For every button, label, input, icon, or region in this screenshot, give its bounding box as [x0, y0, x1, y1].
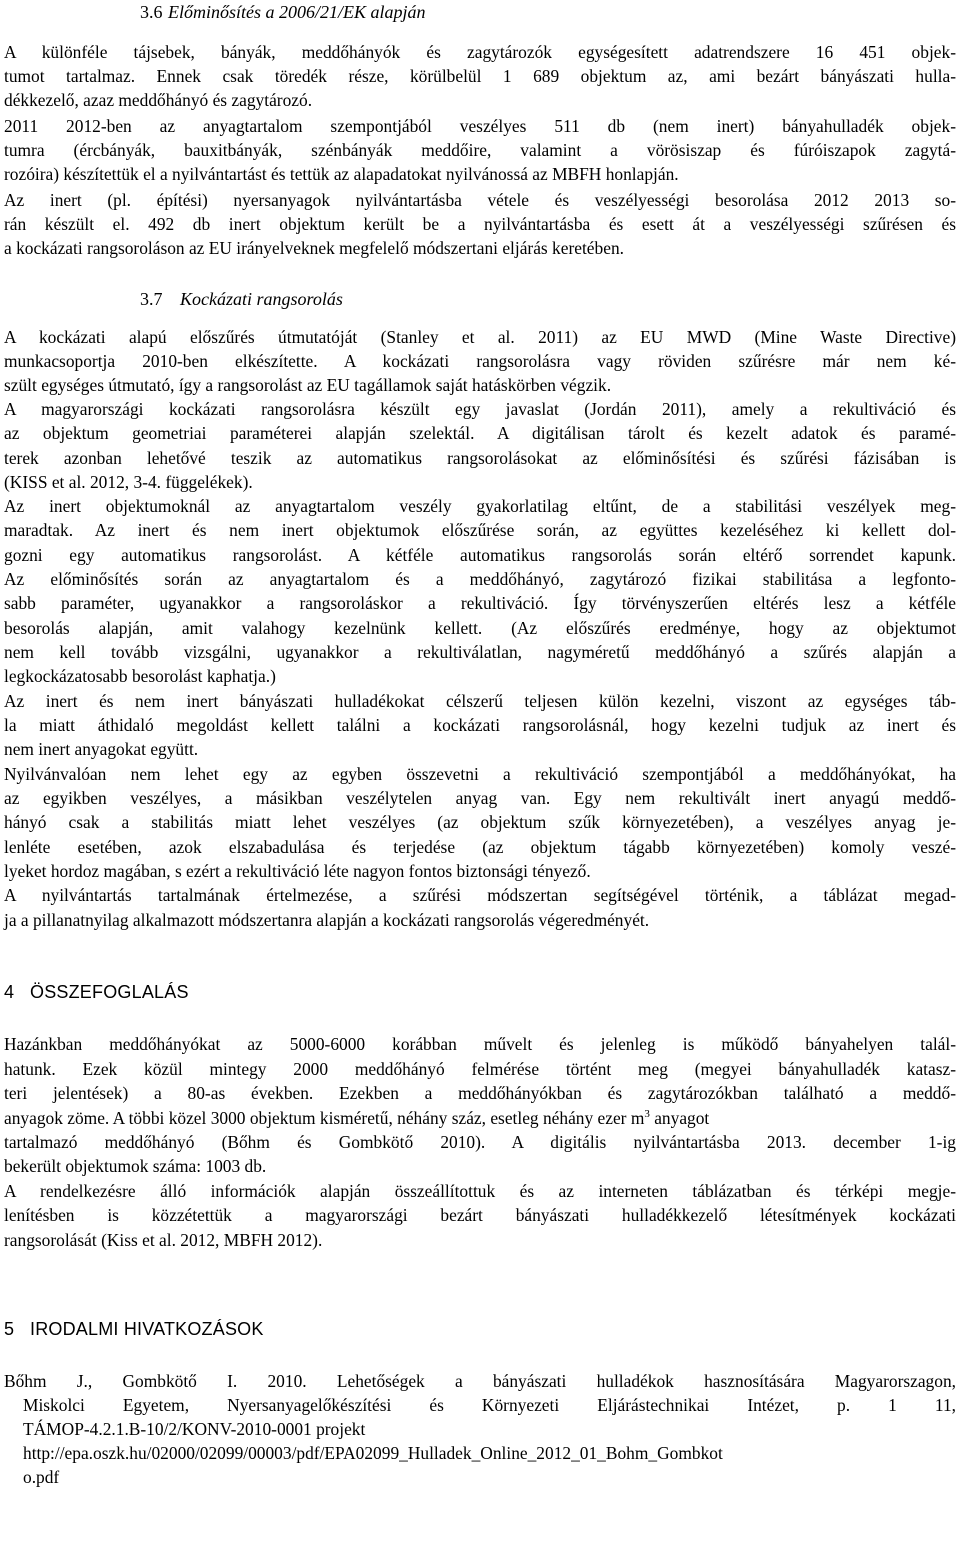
- paragraph-line: lenítésben is közzétettük a magyarországi bezárt bányászati hulladékkezelő létesítmények kockázati: [4, 1205, 956, 1225]
- reference-link[interactable]: http://epa.oszk.hu/02000/02099/00003/pdf/EPA02099_Hulladek_Online_2012_01_Bohm_Gombkot: [23, 1443, 723, 1463]
- paragraph-line: hatunk. Ezek közül mintegy 2000 meddőhányó felmérése történt meg (megyei bányahulladék katasz-: [4, 1059, 956, 1079]
- paragraph-line: szült egységes útmutató, így a rangsorolást az EU tagállamok saját hatáskörben végzik.: [4, 375, 612, 395]
- paragraph-line: dékkezelő, azaz meddőhányó és zagytározó.: [4, 90, 313, 110]
- paragraph-line: bekerült objektumok száma: 1003 db.: [4, 1156, 267, 1176]
- paragraph-line: A rendelkezésre álló információk alapján összeállítottuk és az interneten táblázatban és térképi megje-: [4, 1181, 956, 1201]
- line-text: anyagok zöme. A többi közel 3000 objektum kisméretű, néhány száz, esetleg néhány ezer m: [4, 1108, 645, 1128]
- paragraph-line: lenléte esetében, azok elszabadulása és terjedése (az objektum tágabb környezetében) komoly veszé-: [4, 837, 956, 857]
- paragraph-line: az egyikben veszélyes, a másikban veszélytelen anyag van. Egy nem rekultivált inert anyagú meddő-: [4, 788, 956, 808]
- reference-line: Bőhm J., Gombkötő I. 2010. Lehetőségek a bányászati hulladékok hasznosítására Magyarorszagon,: [4, 1371, 956, 1391]
- paragraph-line: hányó csak a stabilitás miatt lehet veszélyes (az objektum szűk környezetében), a veszélyes anyag je-: [4, 812, 956, 832]
- paragraph-line: teri jelentések) a 80-as években. Ezekben a meddőhányókban és zagytározókban található a meddő-: [4, 1083, 956, 1103]
- superscript: 3: [644, 1108, 650, 1120]
- paragraph-line: a kockázati rangsoroláson az EU irányelveknek megfelelő módszertani eljárás keretében.: [4, 238, 624, 258]
- paragraph-line: besorolás alapján, amit valahogy kezelnünk kellett. (Az előszűrés eredménye, hogy az objektumot: [4, 618, 956, 638]
- paragraph-line: nem kell tovább vizsgálni, ugyanakkor a rekultiválatlan, nagyméretű meddőhányó a szűrés alapján a: [4, 642, 956, 662]
- paragraph-line: (KISS et al. 2012, 3-4. függelékek).: [4, 472, 253, 492]
- section-number: 3.7: [140, 289, 163, 309]
- paragraph-line: rangsorolását (Kiss et al. 2012, MBFH 2012).: [4, 1230, 323, 1250]
- section-number: 5: [4, 1319, 15, 1339]
- line-text-end: anyagot: [649, 1108, 710, 1128]
- section-title: ÖSSZEFOGLALÁS: [30, 982, 189, 1002]
- paragraph-line: gozni egy automatikus rangsorolást. A kétféle automatikus rangsorolás során eltérő sorrendet kapunk.: [4, 545, 956, 565]
- paragraph-line: legkockázatosabb besorolást kaphatja.): [4, 666, 276, 686]
- section-title: Előminősítés a 2006/21/EK alapján: [168, 2, 426, 22]
- paragraph-line: lyeket hordoz magában, s ezért a rekultiváció léte nagyon fontos biztonsági tényező.: [4, 861, 591, 881]
- paragraph-line: Nyilvánvalóan nem lehet egy az egyben összevetni a rekultiváció szempontjából a meddőhányókat, ha: [4, 764, 956, 784]
- paragraph-line: la miatt áthidaló megoldást kellett találni a kockázati rangsorolásnál, hogy kezelni tudjuk az inert és: [4, 715, 956, 735]
- paragraph-line: Az inert és nem inert bányászati hulladékokat célszerű teljesen külön kezelni, viszont az egységes táb-: [4, 691, 956, 711]
- paragraph-line: sabb paraméter, ugyanakkor a rangsoroláskor a rekultiváció. Így törvényszerűen eltérés lesz a kétféle: [4, 593, 956, 613]
- paragraph-line: Az inert objektumoknál az anyagtartalom veszély gyakorlatilag eltűnt, de a stabilitási veszélyek meg-: [4, 496, 956, 516]
- reference-line: Miskolci Egyetem, Nyersanyagelőkészítési és Környezeti Eljárástechnikai Intézet, p. 1 11,: [23, 1395, 956, 1415]
- paragraph-line: A nyilvántartás tartalmának értelmezése, a szűrési módszertan segítségével történik, a táblázat megad-: [4, 885, 956, 905]
- paragraph-line: A magyarországi kockázati rangsorolásra készült egy javaslat (Jordán 2011), amely a rekultiváció és: [4, 399, 956, 419]
- paragraph-line: maradtak. Az inert és nem inert objektumok előszűrése során, az együttes kezeléséhez ki kellett dol-: [4, 520, 956, 540]
- paragraph-line: tumra (ércbányák, bauxitbányák, szénbányák meddőire, valamint a vörösiszap és fúróiszapok zagytá-: [4, 140, 956, 160]
- reference-link-end[interactable]: o.pdf: [23, 1467, 60, 1487]
- paragraph-line: munkacsoportja 2010-ben elkészítette. A kockázati rangsorolásra vagy röviden szűrésre már nem ké-: [4, 351, 956, 371]
- paragraph-line: rán készült el. 492 db inert objektum került be a nyilvántartásba és esett át a veszélyességi szűrésen és: [4, 214, 956, 234]
- paragraph-line: az objektum geometriai paraméterei alapján szelektál. A digitálisan tárolt és kezelt adatok és paramé-: [4, 423, 956, 443]
- reference-line: TÁMOP-4.2.1.B-10/2/KONV-2010-0001 projekt: [23, 1419, 366, 1439]
- section-number: 3.6: [140, 2, 163, 22]
- paragraph-line: ja a pillanatnyilag alkalmazott módszertanra alapján a kockázati rangsorolás végeredményét.: [4, 910, 650, 930]
- paragraph-line: tumot tartalmaz. Ennek csak töredék része, körülbelül 1 689 objektum az, ami bezárt bányászati hulla-: [4, 66, 956, 86]
- section-title: Kockázati rangsorolás: [180, 289, 343, 309]
- paragraph-line: A kockázati alapú előszűrés útmutatóját (Stanley et al. 2011) az EU MWD (Mine Waste Directive): [4, 327, 956, 347]
- paragraph-line: nem inert anyagokat együtt.: [4, 739, 199, 759]
- paragraph-line: terek azonban lehetővé teszik az automatikus rangsorolásokat az előminősítési és szűrési fázisában is: [4, 448, 956, 468]
- section-title: IRODALMI HIVATKOZÁSOK: [30, 1319, 264, 1339]
- paragraph-line: Az inert (pl. építési) nyersanyagok nyilvántartásba vétele és veszélyességi besorolása 2012 2013 so-: [4, 190, 956, 210]
- paragraph-line: Hazánkban meddőhányókat az 5000-6000 korábban művelt és jelenleg is működő bányahelyen talál-: [4, 1034, 956, 1054]
- paragraph-line: tartalmazó meddőhányó (Bőhm és Gombkötő 2010). A digitális nyilvántartásba 2013. december 1-ig: [4, 1132, 956, 1152]
- paragraph-line: Az előminősítés során az anyagtartalom és a meddőhányó, zagytározó fizikai stabilitása a legfonto-: [4, 569, 956, 589]
- paragraph-line: rozóira) készítettük el a nyilvántartást és tettük az alapadatokat nyilvánossá az MBFH honlapján.: [4, 164, 679, 184]
- paragraph-line: A különféle tájsebek, bányák, meddőhányók és zagytározók egységesített adatrendszere 16 451 objek-: [4, 42, 956, 62]
- paragraph-line: 2011 2012-ben az anyagtartalom szempontjából veszélyes 511 db (nem inert) bányahulladék objek-: [4, 116, 956, 136]
- section-number: 4: [4, 982, 15, 1002]
